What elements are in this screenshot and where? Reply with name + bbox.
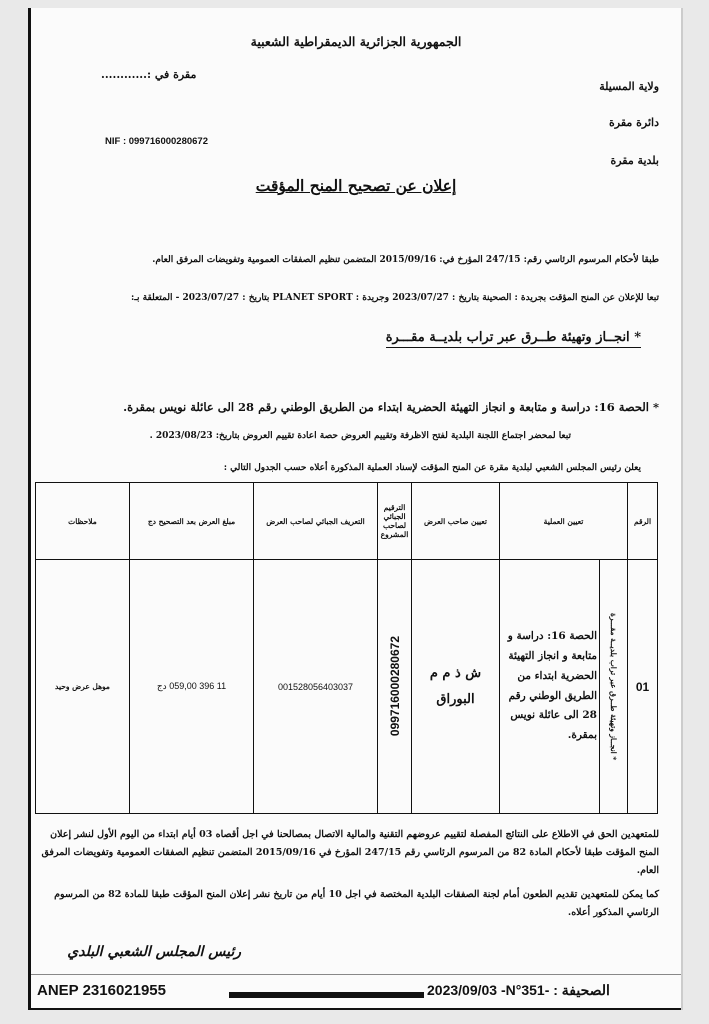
page-title: إعلان عن تصحيح المنح المؤقت xyxy=(255,176,457,195)
anep-reference: ANEP 2316021955 xyxy=(37,982,166,999)
cell-num: 01 xyxy=(628,560,658,814)
cell-code xyxy=(378,560,412,814)
amount-value: 11 396 059,00 xyxy=(169,681,227,691)
cell-fiscal: 001528056403037 xyxy=(254,560,378,814)
header-num: الرقم xyxy=(628,483,658,560)
wilaya-label: ولاية المسيلة xyxy=(599,80,659,93)
commune-label: بلدية مقرة xyxy=(610,154,659,167)
header-notes: ملاحظات xyxy=(36,483,130,560)
table-row xyxy=(36,560,658,814)
award-table xyxy=(35,482,658,814)
nif-number: NIF : 099716000280672 xyxy=(105,136,208,147)
header-fiscal: التعريف الجبائي لصاحب العرض xyxy=(254,483,378,560)
cell-project-vertical xyxy=(600,560,628,814)
bottom-bar-left xyxy=(229,992,424,998)
rights-paragraph: للمتعهدين الحق في الاطلاع على النتائج المفصلة لتقييم عروضهم التقنية والمالية الاتصال بمصالحنا في اجل أقصاه 03 أيام ابتداء من اليوم الأول لنشر إعلان المنح المؤقت طبقا لأحكام المادة 82 من المرسوم الرئاسي رقم 247/15 المؤرخ في 2015/09/16 المتضمن تنظيم الصفقات العمومية وتفويضات المرفق العام. xyxy=(41,829,659,877)
header-operation: تعيين العملية xyxy=(500,483,628,560)
document-page xyxy=(28,8,681,1010)
republic-header: الجمهورية الجزائرية الديمقراطية الشعبية xyxy=(250,34,462,49)
appeal-paragraph: كما يمكن للمتعهدين تقديم الطعون أمام لجنة الصفقات البلدية المختصة في اجل 10 أيام من تاريخ نشر إعلان المنح المؤقت طبقا للمادة 82 من المرسوم الرئاسي المذكور أعلاه. xyxy=(54,889,659,919)
header-amount: مبلغ العرض بعد التصحيح دج xyxy=(130,483,254,560)
amount-currency: دج xyxy=(156,682,167,692)
project-title: * انجــاز وتهيئة طــرق عبر تراب بلديــة مقـــرة xyxy=(386,330,641,348)
cell-notes: موهل عرض وحيد xyxy=(36,560,130,814)
following-paragraph: تبعا للإعلان عن المنح المؤقت بجريدة : الصحينة بتاريخ : 2023/07/27 وجريدة : PLANET SPORT بتاريخ : 2023/07/27 - المتعلقة بـ: xyxy=(131,293,659,303)
cell-bidder: ش ذ م م البوراق xyxy=(412,560,500,814)
code-vertical-text: 099716000280672 xyxy=(387,636,402,737)
project-vertical-text: * انجــاز وتهيئة طــرق عبر تراب بلديــة مقـــرة xyxy=(609,612,618,761)
date-place: مقرة في :............ xyxy=(101,68,197,81)
header-bidder: تعيين صاحب العرض xyxy=(412,483,500,560)
cell-operation: الحصة 16: دراسة و متابعة و انجاز التهيئة الحضرية ابتداء من الطريق الوطني رقم 28 الى عائلة نويس بمقرة. xyxy=(500,560,600,814)
announce-paragraph: يعلن رئيس المجلس الشعبي لبلدية مقرة عن المنح المؤقت لإسناد العملية المذكورة أعلاه حسب الجدول التالي : xyxy=(223,463,641,473)
minutes-paragraph: تبعا لمحضر اجتماع اللجنة البلدية لفتح الاظرفة وتقييم العروض حصة اعادة تقييم العروض بتاريخ: 2023/08/23 . xyxy=(149,431,571,441)
signature-title: رئيس المجلس الشعبي البلدي xyxy=(67,944,241,960)
cell-amount xyxy=(130,560,254,814)
table-header-row xyxy=(36,483,658,560)
decree-paragraph: طبقا لأحكام المرسوم الرئاسي رقم: 247/15 المؤرخ في: 2015/09/16 المتضمن تنظيم الصفقات العمومية وتفويضات المرفق العام. xyxy=(152,255,659,265)
header-code: الترقيم الجبائي لصاحب المشروع xyxy=(378,483,412,560)
daira-label: دائرة مقرة xyxy=(609,116,659,129)
lot-description: * الحصة 16: دراسة و متابعة و انجاز التهيئة الحضرية ابتداء من الطريق الوطني رقم 28 الى عائلة نويس بمقرة. xyxy=(123,400,659,414)
bottom-divider xyxy=(31,974,681,975)
bottom-rule xyxy=(31,1008,681,1010)
issue-reference: 2023/09/03 -N°351- : الصحيفة xyxy=(427,982,610,998)
